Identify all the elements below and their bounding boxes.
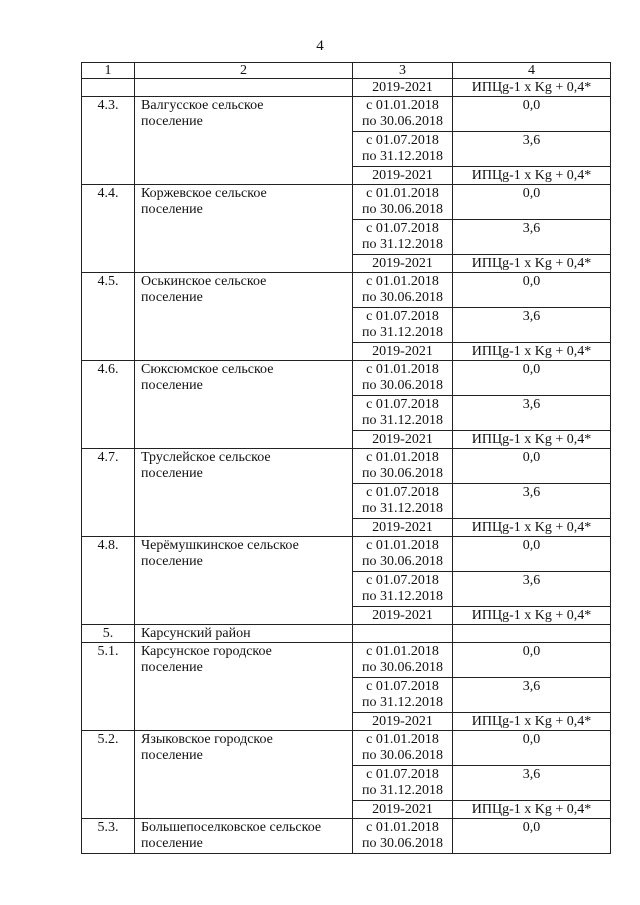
period-line: по 30.06.2018: [362, 114, 443, 129]
period-cell: [353, 731, 453, 766]
period-cell: [353, 713, 453, 731]
header-cell-4: 4: [453, 63, 611, 79]
name-line: поселение: [141, 114, 203, 129]
period-line: с 01.01.2018: [366, 644, 439, 659]
value-cell: ИПЦg-1 x Kg + 0,4*: [453, 255, 611, 273]
period-line: по 31.12.2018: [362, 695, 443, 710]
period-line: с 01.07.2018: [366, 397, 439, 412]
num-cell: 5.: [82, 625, 135, 643]
period-line: по 31.12.2018: [362, 325, 443, 340]
period-line: по 30.06.2018: [362, 202, 443, 217]
period-line: с 01.07.2018: [366, 767, 439, 782]
period-cell: [353, 97, 453, 132]
value-cell: 3,6: [453, 766, 611, 801]
period-cell: [353, 537, 453, 572]
period-line: с 01.07.2018: [366, 679, 439, 694]
period-line: 2019-2021: [372, 802, 433, 817]
num-cell: 4.8.: [82, 537, 135, 625]
period-cell: [353, 255, 453, 273]
num-cell: 4.5.: [82, 273, 135, 361]
name-cell: [135, 625, 353, 643]
period-line: по 31.12.2018: [362, 501, 443, 516]
name-cell: [135, 819, 353, 854]
table-body: [82, 63, 611, 854]
period-line: с 01.07.2018: [366, 309, 439, 324]
name-line: Оськинское сельское: [141, 274, 267, 289]
value-cell: 0,0: [453, 361, 611, 396]
period-line: с 01.01.2018: [366, 538, 439, 553]
period-cell: [353, 607, 453, 625]
period-line: с 01.07.2018: [366, 573, 439, 588]
period-line: по 30.06.2018: [362, 748, 443, 763]
continuation-row: [82, 79, 611, 97]
table-row: [82, 643, 611, 678]
name-line: поселение: [141, 836, 203, 851]
name-line: поселение: [141, 378, 203, 393]
name-line: Труслейское сельское: [141, 450, 271, 465]
period-cell: [353, 801, 453, 819]
period-cell: [353, 449, 453, 484]
name-line: Коржевское сельское: [141, 186, 267, 201]
num-cell: 5.3.: [82, 819, 135, 854]
table-row: [82, 449, 611, 484]
period-cell: [353, 766, 453, 801]
value-cell: 3,6: [453, 678, 611, 713]
value-cell: ИПЦg-1 x Kg + 0,4*: [453, 431, 611, 449]
name-line: Карсунское городское: [141, 644, 272, 659]
header-cell-3: 3: [353, 63, 453, 79]
table-row: [82, 185, 611, 220]
value-cell: 3,6: [453, 220, 611, 255]
period-cell: [353, 819, 453, 854]
table-row: [82, 731, 611, 766]
period-line: с 01.01.2018: [366, 362, 439, 377]
period-line: с 01.01.2018: [366, 98, 439, 113]
period-line: по 30.06.2018: [362, 554, 443, 569]
name-cell: [135, 643, 353, 731]
period-line: по 31.12.2018: [362, 413, 443, 428]
value-cell: [453, 625, 611, 643]
table-row: [82, 97, 611, 132]
value-cell: ИПЦg-1 x Kg + 0,4*: [453, 343, 611, 361]
value-cell: 3,6: [453, 308, 611, 343]
num-cell: [82, 79, 135, 97]
table-row: [82, 361, 611, 396]
value-cell: 0,0: [453, 97, 611, 132]
period-line: с 01.07.2018: [366, 485, 439, 500]
period-cell: [353, 343, 453, 361]
name-cell: [135, 361, 353, 449]
table-row: [82, 537, 611, 572]
page-number: 4: [316, 38, 324, 54]
period-line: 2019-2021: [372, 608, 433, 623]
value-cell: 3,6: [453, 396, 611, 431]
period-line: с 01.01.2018: [366, 274, 439, 289]
value-cell: 3,6: [453, 572, 611, 607]
table-row: [82, 819, 611, 854]
period-cell: [353, 431, 453, 449]
value-cell: ИПЦg-1 x Kg + 0,4*: [453, 801, 611, 819]
period-line: с 01.01.2018: [366, 820, 439, 835]
period-line: по 30.06.2018: [362, 466, 443, 481]
name-cell: [135, 537, 353, 625]
value-cell: 0,0: [453, 643, 611, 678]
name-line: Карсунский район: [141, 626, 251, 641]
tariff-table: [81, 62, 611, 854]
period-cell: [353, 678, 453, 713]
num-cell: 5.1.: [82, 643, 135, 731]
period-cell: [353, 132, 453, 167]
header-row: [82, 63, 611, 79]
value-cell: 3,6: [453, 484, 611, 519]
value-cell: ИПЦg-1 x Kg + 0,4*: [453, 79, 611, 97]
period-cell: [353, 220, 453, 255]
period-line: 2019-2021: [372, 168, 433, 183]
value-cell: 3,6: [453, 132, 611, 167]
name-cell: [135, 449, 353, 537]
table-row: [82, 273, 611, 308]
value-cell: 0,0: [453, 273, 611, 308]
period-line: с 01.01.2018: [366, 186, 439, 201]
period-line: с 01.07.2018: [366, 221, 439, 236]
name-line: поселение: [141, 202, 203, 217]
name-line: поселение: [141, 748, 203, 763]
name-line: Сюксюмское сельское: [141, 362, 274, 377]
name-line: поселение: [141, 660, 203, 675]
period-cell: [353, 643, 453, 678]
period-line: по 31.12.2018: [362, 237, 443, 252]
period-line: 2019-2021: [372, 714, 433, 729]
period-cell: [353, 361, 453, 396]
period-cell: [353, 396, 453, 431]
period-cell: [353, 308, 453, 343]
period-cell: [353, 167, 453, 185]
num-cell: 4.7.: [82, 449, 135, 537]
period-cell: [353, 273, 453, 308]
name-line: Валгусское сельское: [141, 98, 264, 113]
header-cell-1: 1: [82, 63, 135, 79]
name-cell: [135, 97, 353, 185]
value-cell: ИПЦg-1 x Kg + 0,4*: [453, 607, 611, 625]
period-line: с 01.01.2018: [366, 732, 439, 747]
period-cell: [353, 572, 453, 607]
period-line: по 31.12.2018: [362, 589, 443, 604]
period-cell: [353, 185, 453, 220]
period-line: по 30.06.2018: [362, 378, 443, 393]
num-cell: 5.2.: [82, 731, 135, 819]
period-cell: [353, 625, 453, 643]
period-line: с 01.07.2018: [366, 133, 439, 148]
period-cell: 2019-2021: [353, 79, 453, 97]
district-row: [82, 625, 611, 643]
period-line: 2019-2021: [372, 520, 433, 535]
name-line: поселение: [141, 554, 203, 569]
period-line: 2019-2021: [372, 432, 433, 447]
value-cell: 0,0: [453, 449, 611, 484]
period-line: по 30.06.2018: [362, 836, 443, 851]
value-cell: 0,0: [453, 185, 611, 220]
period-line: по 30.06.2018: [362, 660, 443, 675]
name-cell: [135, 273, 353, 361]
name-line: Черёмушкинское сельское: [141, 538, 299, 553]
num-cell: 4.4.: [82, 185, 135, 273]
period-line: по 31.12.2018: [362, 783, 443, 798]
value-cell: 0,0: [453, 819, 611, 854]
period-cell: [353, 519, 453, 537]
value-cell: ИПЦg-1 x Kg + 0,4*: [453, 519, 611, 537]
period-line: с 01.01.2018: [366, 450, 439, 465]
name-line: Большепоселковское сельское: [141, 820, 322, 835]
value-cell: 0,0: [453, 731, 611, 766]
name-cell: [135, 185, 353, 273]
num-cell: 4.3.: [82, 97, 135, 185]
period-line: 2019-2021: [372, 256, 433, 271]
period-line: 2019-2021: [372, 344, 433, 359]
value-cell: ИПЦg-1 x Kg + 0,4*: [453, 167, 611, 185]
value-cell: 0,0: [453, 537, 611, 572]
num-cell: 4.6.: [82, 361, 135, 449]
name-line: поселение: [141, 290, 203, 305]
name-cell: [135, 79, 353, 97]
period-cell: [353, 484, 453, 519]
period-line: по 31.12.2018: [362, 149, 443, 164]
period-line: по 30.06.2018: [362, 290, 443, 305]
name-line: поселение: [141, 466, 203, 481]
name-cell: [135, 731, 353, 819]
header-cell-2: 2: [135, 63, 353, 79]
value-cell: ИПЦg-1 x Kg + 0,4*: [453, 713, 611, 731]
name-line: Языковское городское: [141, 732, 273, 747]
